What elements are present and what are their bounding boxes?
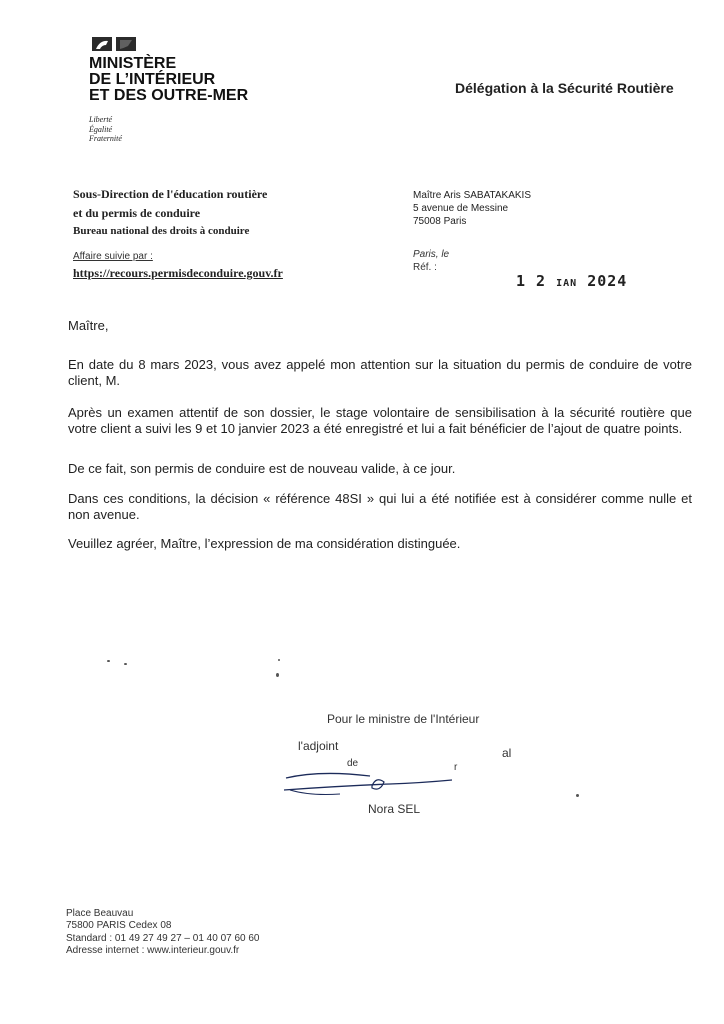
scan-speck [278, 659, 280, 661]
salutation: Maître, [68, 318, 109, 333]
signature-line-3a: de [347, 758, 359, 769]
paragraph-4: Dans ces conditions, la décision « référence 48SI » qui lui a été notifiée est à considérer comme nulle et non avenue. [68, 491, 692, 522]
signature-line-3b: r [454, 762, 458, 773]
date-day: 1 2 [516, 272, 547, 290]
recipient-name: Maître Aris SABATAKAKIS [413, 190, 531, 201]
motto-fraternite: Fraternité [89, 134, 122, 143]
sender-block [73, 185, 267, 239]
scan-speck [276, 673, 279, 677]
footer-address [66, 908, 260, 957]
signature-line-1: Pour le ministre de l'Intérieur [327, 712, 480, 726]
delegation-title: Délégation à la Sécurité Routière [455, 80, 674, 96]
scan-speck [124, 663, 127, 665]
marianne-logo-icon [92, 36, 136, 52]
paragraph-2: Après un examen attentif de son dossier, le stage volontaire de sensibilisation à la sécurité routière que votre client a suivi les 9 et 10 janvier 2023 a été enregistré et lui a fait bénéficier de l’ajout de quatre points. [68, 405, 692, 436]
motto-egalite: Égalité [89, 124, 113, 134]
sender-line-2: et du permis de conduire [73, 206, 201, 220]
paragraph-5: Veuillez agréer, Maître, l’expression de ma considération distinguée. [68, 536, 461, 551]
ministry-line: MINISTÈRE [89, 55, 177, 72]
recours-link[interactable]: https://recours.permisdeconduire.gouv.fr [73, 266, 283, 280]
signature-line-2b: al [502, 746, 512, 760]
sender-line-3: Bureau national des droits à conduire [73, 225, 250, 237]
ministry-title [89, 56, 248, 104]
republic-motto [89, 115, 122, 144]
signatory-name: Nora SEL [368, 802, 421, 816]
recipient-address [413, 189, 531, 228]
scan-speck [107, 660, 110, 662]
affaire-label: Affaire suivie par : [73, 251, 153, 262]
recipient-street: 5 avenue de Messine [413, 203, 509, 214]
date-month: IAN [556, 278, 578, 289]
paragraph-3: De ce fait, son permis de conduire est de nouveau valide, à ce jour. [68, 461, 456, 476]
footer-line-3: Standard : 01 49 27 49 27 – 01 40 07 60 60 [66, 932, 260, 944]
reference-label: Réf. : [413, 262, 437, 273]
ministry-line: ET DES OUTRE-MER [89, 87, 249, 104]
scan-speck [576, 794, 579, 797]
recipient-city: 75008 Paris [413, 216, 467, 227]
footer-line-4: Adresse internet : www.interieur.gouv.fr [66, 944, 240, 956]
footer-line-1: Place Beauvau [66, 908, 134, 919]
ministry-line: DE L’INTÉRIEUR [89, 71, 216, 88]
date-stamp [516, 272, 627, 290]
date-year: 2024 [587, 272, 628, 290]
place-label: Paris, le [413, 249, 450, 260]
footer-line-2: 75800 PARIS Cedex 08 [66, 920, 172, 932]
motto-liberte: Liberté [89, 115, 113, 124]
signature-line-2a: l'adjoint [298, 739, 339, 753]
paragraph-1: En date du 8 mars 2023, vous avez appelé mon attention sur la situation du permis de conduire de votre client, M. [68, 357, 692, 388]
sender-line-1: Sous-Direction de l'éducation routière [73, 187, 268, 201]
